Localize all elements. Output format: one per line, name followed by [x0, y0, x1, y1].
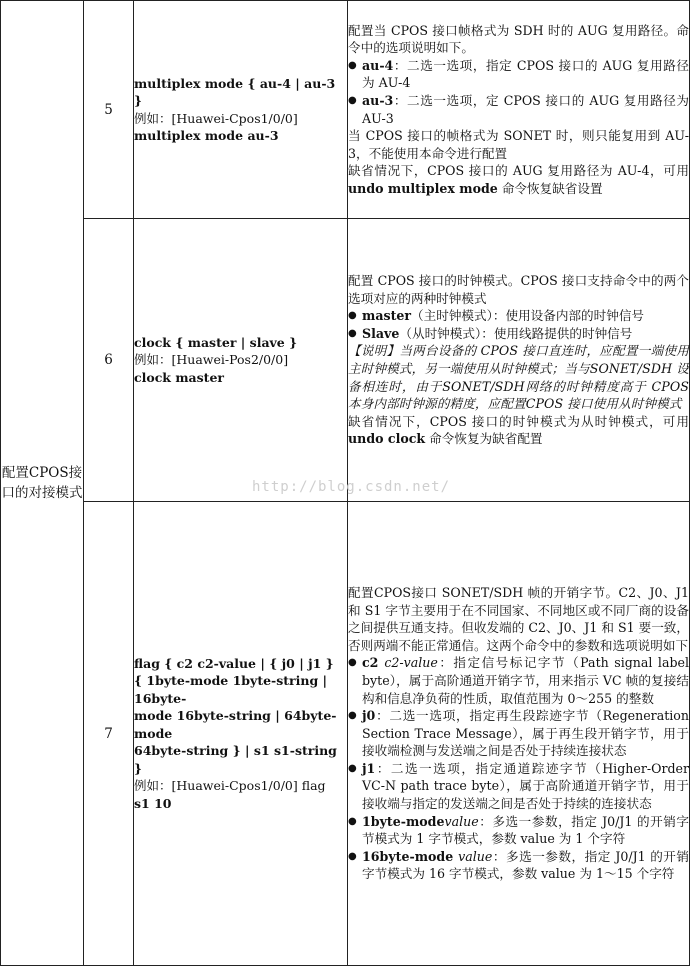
- option-text: ：指定信号标记字节（Path signal label byte），属于高阶通道开销字节，用来指示 VC 帧的复接结构和信息净负荷的性质，取值范围为 0～255 的整数: [362, 655, 689, 706]
- option-key: j1: [362, 760, 376, 776]
- default-note: [348, 413, 689, 448]
- default-note: [348, 162, 689, 197]
- example-label: 例如：[Huawei-Pos2/0/0]: [134, 352, 289, 368]
- description-intro: 配置当 CPOS 接口帧格式为 SDH 时的 AUG 复用路径。命令中的选项说明如下。: [348, 22, 689, 56]
- option-text: （从时钟模式）：使用线路提供的时钟信号: [399, 325, 633, 341]
- default-text: 缺省情况下，CPOS 接口的时钟模式为从时钟模式，可用: [348, 413, 689, 429]
- option-text: ：多选一参数，指定 J0/J1 的开销字节模式为 1 字节模式，参数 value 为 1 个字符: [362, 813, 689, 847]
- example-label: 例如：[Huawei-Cpos1/0/0]: [134, 110, 298, 126]
- option-key: master: [362, 308, 412, 324]
- step-number: 7: [84, 502, 134, 966]
- option-key: 16byte-mode: [362, 848, 459, 864]
- default-text: 缺省情况下，CPOS 接口的 AUG 复用路径为 AU-4，可用: [348, 163, 689, 179]
- option-key: au-4: [362, 57, 394, 73]
- step-number: 5: [84, 1, 134, 219]
- command-cell: [134, 219, 348, 502]
- step-number: 6: [84, 219, 134, 502]
- note-text: 【说明】当两台设备的 CPOS 接口直连时，应配置一端使用主时钟模式，另一端使用从时钟模式；当与SONET/SDH 设备相连时，由于SONET/SDH网络的时钟精度高于 CPOS 本身内部时钟源的精度，应配置CPOS 接口使用从时钟模式: [348, 343, 689, 412]
- description-after: 当 CPOS 接口的帧格式为 SONET 时，则只能复用到 AU-3，不能使用本命令进行配置: [348, 128, 689, 161]
- list-item: [348, 707, 689, 760]
- category-label: 配置CPOS接口的对接模式: [1, 465, 83, 501]
- option-key: au-3: [362, 92, 394, 108]
- example-label: 例如：[Huawei-Cpos1/0/0] flag: [134, 778, 326, 794]
- table-row: [1, 1, 690, 219]
- option-key: c2: [362, 655, 385, 671]
- option-param: value: [458, 848, 493, 864]
- option-text: ：二选一选项，指定 CPOS 接口的 AUG 复用路径为 AU-4: [362, 57, 689, 91]
- default-text: 命令恢复缺省设置: [497, 180, 603, 196]
- list-item: [348, 57, 689, 92]
- example-command: s1 10: [134, 795, 172, 811]
- description-cell: [348, 219, 690, 502]
- command-syntax-line: flag { c2 c2-value | { j0 | j1 }: [134, 655, 334, 671]
- command-cell: [134, 1, 348, 219]
- option-param: value: [444, 813, 479, 829]
- default-text: 命令恢复为缺省配置: [425, 431, 543, 447]
- command-keyword: multiplex mode: [134, 75, 244, 91]
- option-text: ：二选一选项，指定再生段踪迹字节（Regeneration Section Trace Message），属于再生段开销字节，用于接收端检测与发送端之间是否处于持续连接状态: [362, 708, 689, 759]
- list-item: [348, 325, 689, 343]
- command-syntax-line: 64byte-string } | s1 s1-string }: [134, 743, 337, 776]
- command-syntax-line: mode 16byte-string | 64byte-mode: [134, 708, 337, 741]
- table-row: [1, 502, 690, 966]
- list-item: [348, 760, 689, 813]
- list-item: [348, 654, 689, 707]
- example-command: multiplex mode au-3: [134, 128, 279, 143]
- option-key: Slave: [362, 325, 400, 341]
- option-text: ：二选一选项，指定通道踪迹字节（Higher-Order VC-N path trace byte），属于高阶通道开销字节，用于接收端与指定的发送端之间是否处于持续的连接状态: [362, 760, 689, 812]
- command-options: { au-4 | au-3 }: [134, 75, 336, 108]
- option-text: （主时钟模式）：使用设备内部的时钟信号: [411, 308, 645, 324]
- command-cell: [134, 502, 348, 966]
- default-command: undo clock: [348, 431, 426, 447]
- option-param: c2-value: [384, 655, 438, 671]
- description-cell: [348, 1, 690, 219]
- list-item: [348, 813, 689, 848]
- list-item: [348, 848, 689, 883]
- command-options: { master | slave }: [170, 334, 298, 350]
- option-text: ：二选一选项，定 CPOS 接口的 AUG 复用路径为 AU-3: [362, 92, 689, 126]
- option-key: j0: [362, 708, 376, 724]
- default-command: undo multiplex mode: [348, 180, 498, 196]
- description-intro: 配置 CPOS 接口的时钟模式。CPOS 接口支持命令中的两个选项对应的两种时钟模式: [348, 273, 689, 306]
- command-syntax-line: { 1byte-mode 1byte-string | 16byte-: [134, 673, 328, 706]
- option-text: ：多选一参数，指定 J0/J1 的开销字节模式为 16 字节模式，参数 value 为 1～15 个字符: [362, 848, 690, 882]
- description-cell: [348, 502, 690, 966]
- example-command: clock master: [134, 369, 224, 385]
- list-item: [348, 307, 689, 325]
- watermark-text: http://blog.csdn.net/: [252, 479, 451, 495]
- description-intro: 配置CPOS接口 SONET/SDH 帧的开销字节。C2、J0、J1 和 S1 字节主要用于在不同国家、不同地区或不同厂商的设备之间提供互通支持。但收发端的 C2、J0、J1 和 S1 要一致，否则两端不能正常通信。这两个命令中的参数和选项说明如下: [348, 584, 689, 653]
- category-cell: [1, 1, 84, 966]
- list-item: [348, 92, 689, 127]
- option-key: 1byte-mode: [362, 813, 445, 829]
- table-row: [1, 219, 690, 502]
- command-keyword: clock: [134, 334, 171, 350]
